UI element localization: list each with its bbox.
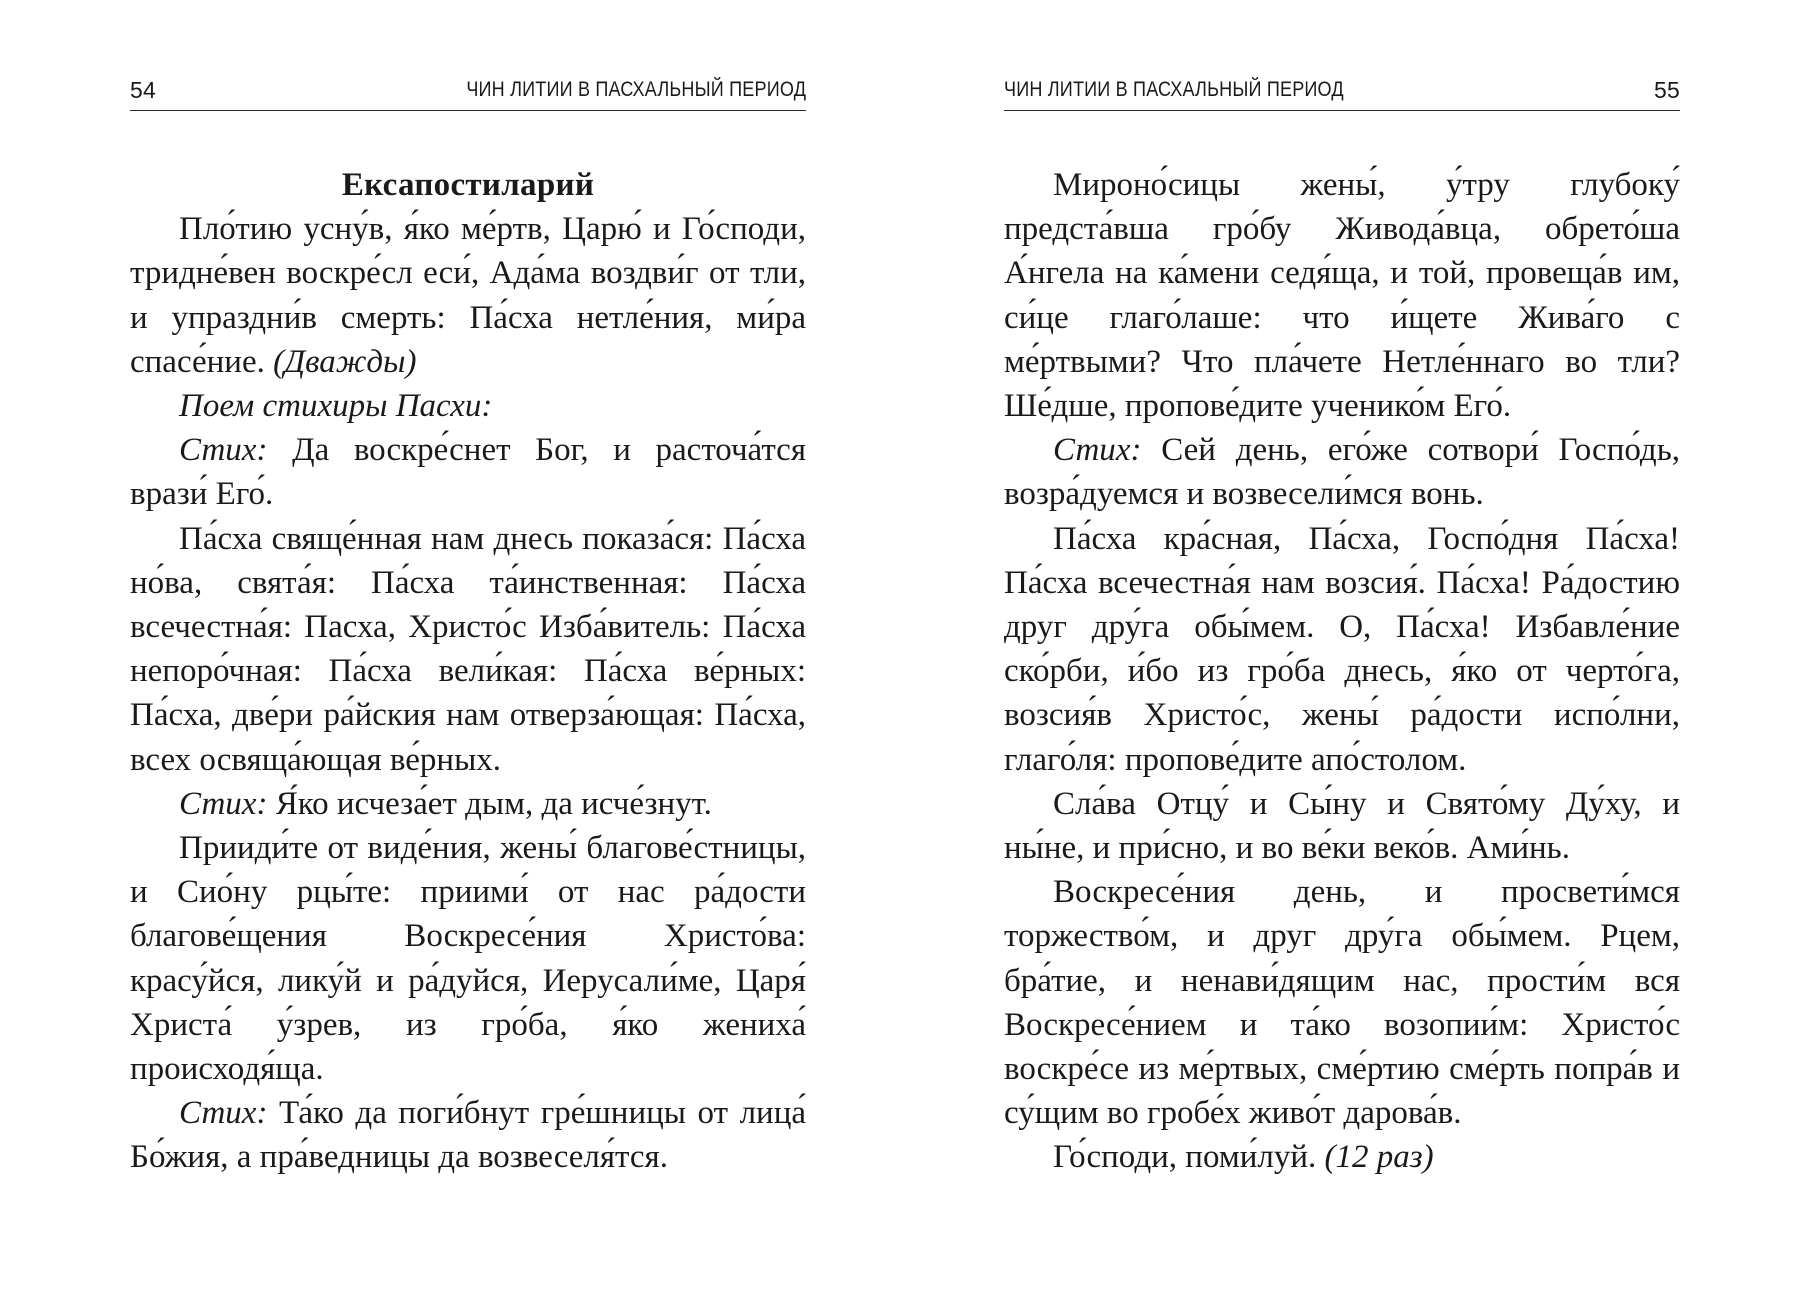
exapostilarion-text: Пло́тию усну́в, я́ко ме́ртв, Царю́ и Го́споди, тридне́вен воскре́сл еси́, Ада́ма воздви́г от тли, и упраздни́в смерть: Па́сха нетле́ния, ми́ра спасе́ние.: [130, 211, 806, 380]
lord-have-mercy-paragraph: [1004, 1135, 1680, 1179]
stichera-paragraph-2: Прииди́те от виде́ния, жены́ благове́стницы, и Сио́ну рцы́те: приими́ от нас ра́дости благове́щения Воскресе́ния Христо́ва: красу́йся, лику́й и ра́дуйся, Иерусали́ме, Царя́ Христа́ у́зрев, из гро́ба, я́ко жениха́ происходя́ща.: [130, 830, 806, 1088]
right-running-head: [1004, 70, 1680, 111]
verse-label: Стих:: [1053, 432, 1142, 469]
left-page: [130, 70, 806, 1180]
stichera-paragraph-5: Воскресе́ния день, и просвети́мся торжество́м, и друг дру́га обы́мем. Рцем, бра́тие, и ненави́дящим нас, прости́м вся Воскресе́нием и та́ко возопии́м: Христо́с воскре́се из ме́ртвых, сме́ртию сме́рть попра́в и су́щим во гробе́х живо́т дарова́в.: [1004, 874, 1680, 1132]
verse-label: Стих:: [179, 1095, 268, 1132]
section-heading: Ексапостиларий: [341, 167, 595, 203]
left-running-title: ЧИН ЛИТИИ В ПАСХАЛЬНЫЙ ПЕРИОД: [466, 78, 806, 101]
left-running-head: [130, 70, 806, 111]
lord-have-mercy-text: Го́споди, поми́луй.: [1053, 1139, 1317, 1176]
verse-label: Стих:: [179, 785, 268, 822]
repeat-note: (Дважды): [273, 343, 417, 380]
doxology-paragraph: Сла́ва Отцу́ и Сы́ну и Свято́му Ду́ху, и ны́не, и при́сно, и во ве́ки веко́в. Ами́нь.: [1004, 785, 1680, 867]
right-running-title: ЧИН ЛИТИИ В ПАСХАЛЬНЫЙ ПЕРИОД: [1004, 78, 1344, 101]
left-page-number: 54: [130, 77, 156, 103]
verse-paragraph-1: [130, 428, 806, 516]
repeat-count-note: (12 раз): [1324, 1139, 1434, 1176]
exapostilarion-paragraph: [130, 207, 806, 384]
verse-paragraph-2: [130, 782, 806, 826]
stichera-paragraph-1: Па́сха свяще́нная нам днесь показа́ся: Па́сха но́ва, свята́я: Па́сха та́инственная: Па́сха всечестна́я: Пасха, Христо́с Изба́витель: Па́сха непоро́чная: Па́сха вели́кая: Па́сха ве́рных: Па́сха, две́ри ра́йския нам отверза́ющая: Па́сха, всех освяща́ющая ве́рных.: [130, 520, 806, 778]
verse-paragraph-4: [1004, 428, 1680, 516]
verse-text: Сей день, его́же сотвори́ Госпо́дь, возра́дуемся и возвесели́мся вонь.: [1004, 432, 1681, 513]
right-page-number: 55: [1654, 77, 1680, 103]
right-page: [1004, 70, 1680, 1180]
verse-text: Я́ко исчеза́ет дым, да исче́знут.: [275, 785, 712, 822]
verse-label: Стих:: [179, 432, 268, 469]
stichera-paragraph-3: Мироно́сицы жены́, у́тру глубоку́ предста́вша гро́бу Живода́вца, обрето́ша А́нгела на ка́мени седя́ща, и той, провеща́в им, си́це глаго́лаше: что и́щете Жива́го с ме́ртвыми? Что пла́чете Нетле́ннаго во тли? Ше́дше, пропове́дите ученико́м Его́.: [1004, 167, 1680, 425]
left-page-text: [130, 163, 806, 1180]
rubric-stichera: Поем стихиры Пасхи:: [179, 388, 493, 425]
stichera-paragraph-4: Па́сха кра́сная, Па́сха, Госпо́дня Па́сха! Па́сха всечестна́я нам возсия́. Па́сха! Ра́достию друг дру́га обы́мем. О, Па́сха! Избавле́ние ско́рби, и́бо из гро́ба днесь, я́ко от черто́га, возсия́в Христо́с, жены́ ра́дости испо́лни, глаго́ля: пропове́дите апо́столом.: [1004, 520, 1680, 778]
verse-text: Та́ко да поги́бнут гре́шницы от лица́ Бо́жия, а пра́ведницы да возвеселя́тся.: [130, 1095, 806, 1176]
verse-text: Да воскре́снет Бог, и расточа́тся врази́ Его́.: [130, 432, 806, 513]
verse-paragraph-3: [130, 1091, 806, 1179]
right-page-text: [1004, 163, 1680, 1180]
